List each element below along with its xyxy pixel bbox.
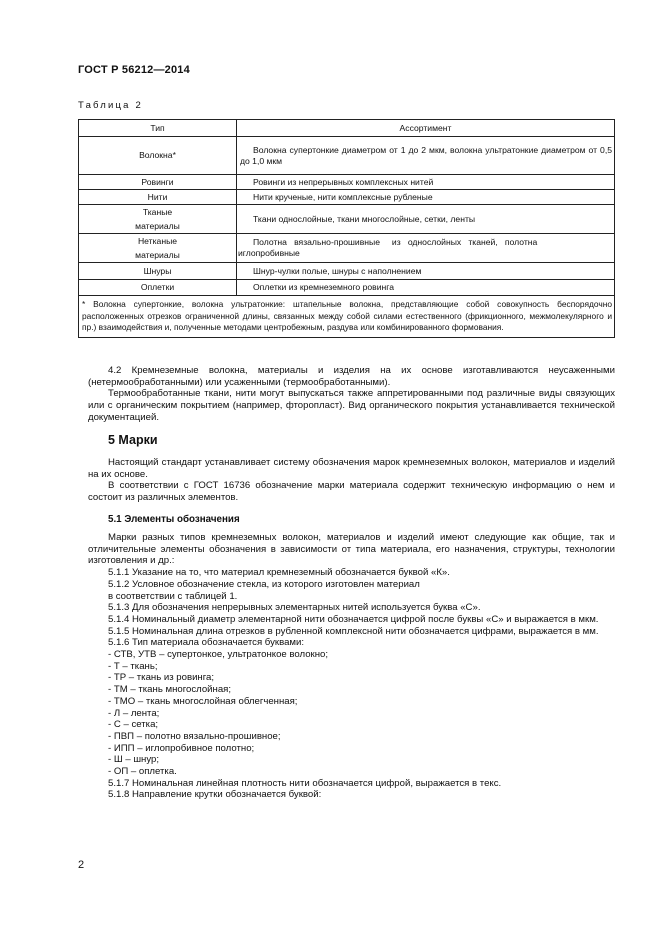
cell-range-text: Шнур-чулки полые, шнуры с наполнением: [253, 265, 422, 276]
cell-range-text: Нити крученые, нити комплексные рубленые: [253, 191, 433, 202]
list-item: 5.1.3 Для обозначения непрерывных элементарных нитей используется буква «С».: [108, 602, 481, 614]
list-item: - СТВ, УТВ – супертонкое, ультратонкое волокно;: [108, 649, 329, 661]
list-item: - ОП – оплетка.: [108, 766, 177, 778]
cell-type: Волокна*: [79, 137, 237, 175]
list-item: 5.1.6 Тип материала обозначается буквами:: [108, 637, 305, 649]
cell-range: [237, 137, 615, 175]
cell-range-text: Ровинги из непрерывных комплексных нитей: [253, 176, 434, 187]
cell-range: [237, 280, 615, 296]
cell-range: [237, 263, 615, 280]
column-header-range: Ассортимент: [237, 120, 615, 137]
cell-range: [237, 205, 615, 234]
cell-type: Оплетки: [79, 280, 237, 296]
list-item: - Л – лента;: [108, 707, 160, 719]
list-item: 5.1.5 Номинальная длина отрезков в рубленной комплексной нити обозначается цифрами, выражается в мм.: [108, 625, 599, 637]
cell-range-text: Ткани однослойные, ткани многослойные, сетки, ленты: [253, 213, 476, 224]
cell-range-text: Волокна супертонкие диаметром от 1 до 2 мкм, волокна ультратонкие диаметром от 0,5 до 1,0 мкм: [240, 144, 612, 166]
column-header-type: Тип: [79, 120, 237, 137]
paragraph: 4.2 Кремнеземные волокна, материалы и изделия на их основе изготавливаются неусаженными (нетермообработанными) или усаженными (термообработанными).: [88, 365, 615, 388]
cell-type: [79, 205, 237, 234]
cell-type-line: материалы: [135, 221, 180, 231]
list-item: 5.1.7 Номинальная линейная плотность нити обозначается цифрой, выражается в текс.: [108, 777, 502, 789]
cell-range: [237, 234, 615, 263]
table-row: [79, 234, 615, 263]
table-header-row: [79, 120, 615, 137]
table-row: [79, 190, 615, 205]
page-number: 2: [78, 859, 85, 871]
list-item: - ПВП – полотно вязально-прошивное;: [108, 730, 281, 742]
table-caption: Таблица 2: [78, 100, 143, 111]
list-item: 5.1.2 Условное обозначение стекла, из которого изготовлен материал: [108, 578, 420, 590]
list-item: 5.1.8 Направление крутки обозначается буквой:: [108, 789, 322, 801]
list-item: - Т – ткань;: [108, 660, 158, 672]
table-footnote-row: [79, 296, 615, 338]
list-item: - ТМО – ткань многослойная облегченная;: [108, 695, 298, 707]
document-header: ГОСТ Р 56212—2014: [78, 64, 190, 76]
section-4-2: [88, 365, 615, 424]
subsection-title: 5.1 Элементы обозначения: [108, 514, 240, 525]
list-item: - ТР – ткань из ровинга;: [108, 672, 215, 684]
cell-range-line: Полотна вязально-прошивные из однослойных тканей, полотна: [253, 237, 538, 247]
table-footnote: * Волокна супертонкие, волокна ультратонкие: штапельные волокна, представляющие собой совокупность беспорядочно расположенных отрезков ограниченной длины, связанных между собой силами естественного (фрикционного, межмолекулярного и пр.) взаимодействия и, полученные методами центробежным, раздува или комбинированного формования.: [79, 296, 615, 338]
cell-range: [237, 190, 615, 205]
table-row: [79, 205, 615, 234]
table-row: [79, 280, 615, 296]
list-item: - С – сетка;: [108, 719, 159, 731]
table-row: [79, 137, 615, 175]
section-5-1-text: [88, 532, 615, 801]
list-item: - Ш – шнур;: [108, 754, 160, 766]
paragraph: Термообработанные ткани, нити могут выпускаться также аппретированными под различные виды связующих или с органическим покрытием (например, фторопласт). Вид органического покрытия устанавливается технической документацией.: [88, 388, 615, 423]
cell-type: Нити: [79, 190, 237, 205]
cell-type: [79, 234, 237, 263]
cell-type-line: Нетканые: [137, 236, 178, 246]
paragraph: В соответствии с ГОСТ 16736 обозначение марки материала содержит техническую информацию о нем и состоит из различных элементов.: [88, 480, 615, 504]
list-item: 5.1.1 Указание на то, что материал кремнеземный обозначается буквой «К».: [108, 567, 450, 579]
section-title: 5 Марки: [108, 433, 158, 447]
table-row: [79, 175, 615, 190]
list-item: - ТМ – ткань многослойная;: [108, 684, 232, 696]
list-item: 5.1.4 Номинальный диаметр элементарной нити обозначается цифрой после буквы «С» и выражается в мкм.: [108, 613, 599, 625]
cell-range: [237, 175, 615, 190]
designation-items: [88, 567, 615, 801]
cell-range-line: иглопробивные: [238, 248, 300, 258]
cell-type-line: Тканые: [142, 207, 173, 217]
cell-type: Ровинги: [79, 175, 237, 190]
table-row: [79, 263, 615, 280]
section-5-text: [88, 457, 615, 504]
paragraph: Марки разных типов кремнеземных волокон, материалов и изделий имеют следующие как общие, так и отличительные элементы обозначения в зависимости от типа материала, его назначения, структуры, технологии изготовления и др.:: [88, 532, 615, 567]
assortment-table: [78, 119, 615, 338]
cell-type-line: материалы: [135, 250, 180, 260]
cell-type: Шнуры: [79, 263, 237, 280]
paragraph: Настоящий стандарт устанавливает систему обозначения марок кремнеземных волокон, материалов и изделий на их основе.: [88, 457, 615, 480]
list-item: - ИПП – иглопробивное полотно;: [108, 742, 255, 754]
list-item: в соответствии с таблицей 1.: [108, 590, 238, 602]
cell-range-text: Оплетки из кремнеземного ровинга: [253, 282, 394, 292]
